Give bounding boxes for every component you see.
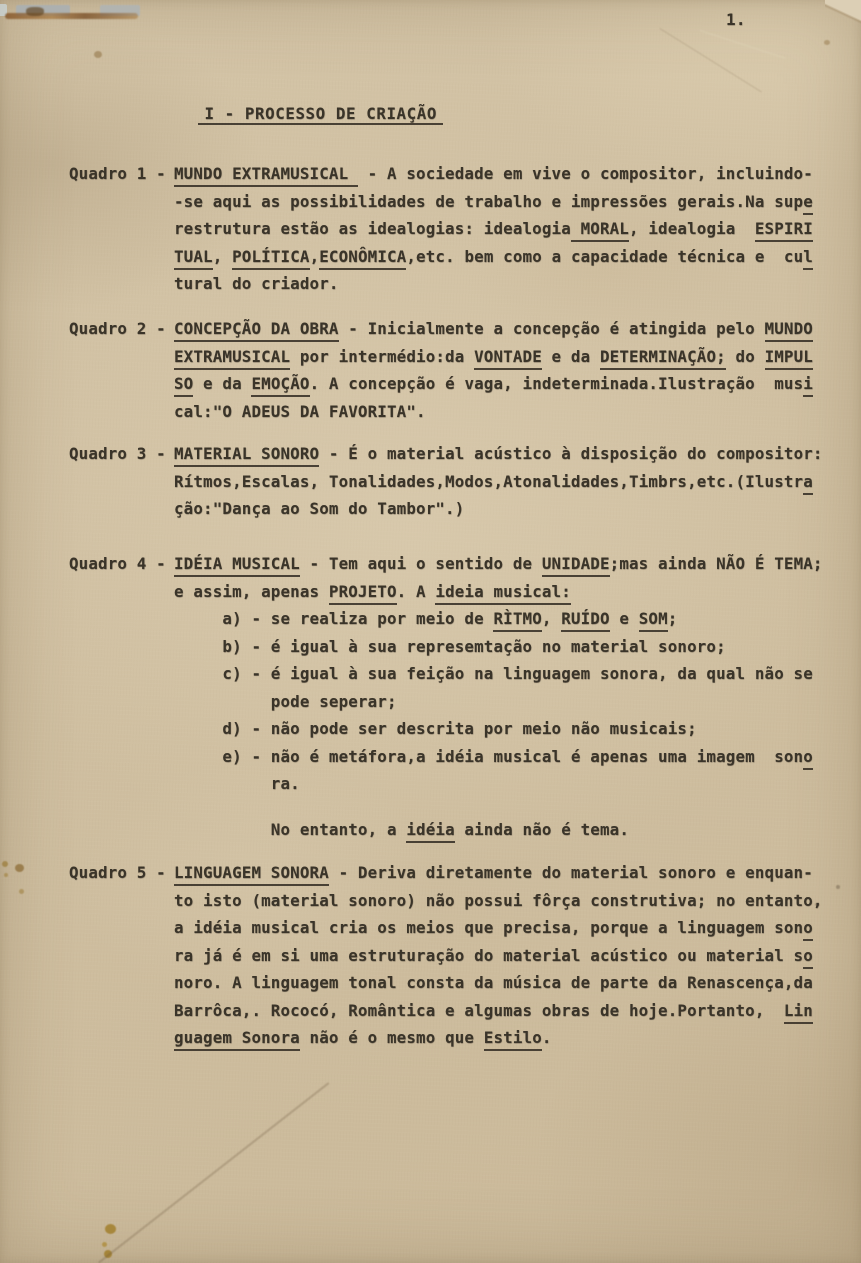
text-run: e) - não é metáfora,a idéia musical é apenas uma imagem son <box>174 746 804 766</box>
text-line <box>174 550 853 578</box>
text-run: - A sociedade em vive o compositor, incluindo- <box>357 164 813 183</box>
text-run: e da <box>193 374 252 393</box>
quadro-body <box>174 859 853 1052</box>
underlined-text: MUNDO <box>765 319 813 342</box>
text-run: - É o material acústico à disposição do compositor: <box>319 444 823 463</box>
underlined-text: ideia musical: <box>435 582 571 605</box>
underlined-text: o <box>803 918 813 941</box>
underlined-text: MATERIAL SONORO <box>174 444 319 467</box>
underlined-text: TUAL <box>174 247 213 270</box>
text-run: ;mas ainda NÃO É TEMA; <box>609 554 823 573</box>
text-run: ainda não é tema. <box>454 819 629 839</box>
underlined-text: UNIDADE <box>542 554 610 577</box>
quadro-label: Quadro 5 - <box>69 863 166 882</box>
text-line <box>174 495 853 523</box>
text-run: , <box>309 246 320 266</box>
text-line <box>174 468 853 496</box>
quadro-body <box>174 315 853 425</box>
text-run: a idéia musical cria os meios que precisa, porque a linguagem son <box>174 918 804 937</box>
underlined-text: EMOÇÃO <box>251 374 309 397</box>
text-line <box>174 743 853 771</box>
text-line <box>174 1024 853 1052</box>
underlined-text: e <box>803 192 813 215</box>
text-line <box>174 440 853 468</box>
underlined-text: guagem Sonora <box>174 1028 300 1051</box>
text-run: pode seperar; <box>174 691 397 711</box>
text-run: a) - se realiza por meio de <box>174 609 494 628</box>
text-line <box>174 370 853 398</box>
underlined-text: MORAL <box>571 219 629 242</box>
text-run: não é o mesmo que <box>299 1028 484 1047</box>
text-line <box>174 770 853 798</box>
underlined-text: Lin <box>784 1001 813 1024</box>
underlined-text: Estilo <box>484 1028 542 1051</box>
underlined-text: MUNDO EXTRAMUSICAL <box>174 164 358 187</box>
text-run: , <box>212 246 233 266</box>
text-run: cal:"O ADEUS DA FAVORITA". <box>174 401 426 421</box>
text-run: . A <box>396 581 436 601</box>
underlined-text: IDÉIA MUSICAL <box>174 554 300 577</box>
text-run: ção:"Dança ao Som do Tambor".) <box>174 499 465 518</box>
underlined-text: SO <box>174 374 193 397</box>
text-run: ra já é em si uma estruturação do material acústico ou material s <box>174 945 804 965</box>
text-run: b) - é igual à sua represemtação no material sonoro; <box>174 636 726 656</box>
underlined-text: a <box>803 472 813 495</box>
underlined-text: IMPUL <box>765 347 813 370</box>
text-line <box>174 343 853 371</box>
quadro-1 <box>0 160 861 298</box>
quadro-label: Quadro 3 - <box>69 444 166 463</box>
text-line <box>174 816 853 844</box>
underlined-text: EXTRAMUSICAL <box>174 347 290 370</box>
underlined-text: o <box>803 747 813 770</box>
text-line <box>174 215 853 243</box>
text-run: -se aqui as possibilidades de trabalho e impressões gerais.Na sup <box>174 191 804 211</box>
text-run: c) - é igual à sua feição na linguagem sonora, da qual não se <box>174 664 813 683</box>
text-line <box>174 715 853 743</box>
text-line <box>174 969 853 997</box>
text-line <box>174 398 853 426</box>
text-line <box>174 605 853 633</box>
underlined-text: LINGUAGEM SONORA <box>174 863 329 886</box>
text-line <box>174 633 853 661</box>
text-run: noro. A linguagem tonal consta da música de parte da Renascença,da <box>174 973 813 992</box>
text-line <box>174 315 853 343</box>
underlined-text: DETERMINAÇÃO; <box>600 347 726 370</box>
text-run: do <box>725 346 765 366</box>
text-run: restrutura estão as idealogias: idealogia <box>174 219 571 238</box>
underlined-text: o <box>803 946 813 969</box>
text-run: - Tem aqui o sentido de <box>299 554 542 573</box>
text-run: to isto (material sonoro) não possui fôrça construtiva; no entanto, <box>174 890 823 910</box>
underlined-text: ECONÔMICA <box>319 247 406 270</box>
page-title-text: I - PROCESSO DE CRIAÇÃO <box>198 104 443 125</box>
text-line <box>174 942 853 970</box>
text-run: ra. <box>174 774 300 793</box>
text-line <box>174 160 853 188</box>
underlined-text: l <box>803 247 813 270</box>
underlined-text: RUÍDO <box>561 609 609 632</box>
quadro-body <box>174 160 853 298</box>
text-run: . <box>541 1028 552 1047</box>
text-line <box>174 270 853 298</box>
text-run: - Deriva diretamente do material sonoro e enquan- <box>328 863 813 882</box>
text-line <box>174 660 853 688</box>
text-run: Rítmos,Escalas, Tonalidades,Modos,Atonalidades,Timbrs,etc.(Ilustr <box>174 471 804 491</box>
underlined-text: CONCEPÇÃO DA OBRA <box>174 319 339 342</box>
text-line <box>174 887 853 915</box>
quadro-body <box>174 550 853 843</box>
text-run: e <box>609 609 639 628</box>
text-line <box>174 859 853 887</box>
text-run: , <box>541 609 562 628</box>
quadro-3 <box>0 440 861 523</box>
underlined-text: RÌTMO <box>493 609 541 632</box>
text-run: e assim, apenas <box>174 581 329 601</box>
underlined-text: i <box>803 374 813 397</box>
underlined-text: PROJETO <box>329 582 397 605</box>
text-line <box>174 997 853 1025</box>
text-run: . A concepção é vaga, indeterminada.Ilustração mus <box>309 374 804 393</box>
text-run: e da <box>541 346 600 366</box>
underlined-text: VONTADE <box>474 347 542 370</box>
quadro-label: Quadro 4 - <box>69 554 166 573</box>
underlined-text: ESPIRI <box>755 219 813 242</box>
text-run: ,etc. bem como a capacidade técnica e cu <box>406 246 804 266</box>
underlined-text: POLÍTICA <box>232 247 309 270</box>
text-line <box>174 914 853 942</box>
text-run: Barrôca,. Rococó, Romântica e algumas obras de hoje.Portanto, <box>174 1000 784 1020</box>
text-run: - Inicialmente a concepção é atingida pelo <box>338 319 765 338</box>
page-number: 1. <box>726 10 746 29</box>
quadro-2 <box>0 315 861 425</box>
text-run: d) - não pode ser descrita por meio não musicais; <box>174 719 697 738</box>
text-run: por intermédio:da <box>290 346 475 366</box>
blank-line <box>174 798 853 816</box>
text-run: tural do criador. <box>174 274 339 293</box>
underlined-text: idéia <box>406 820 454 843</box>
quadro-5 <box>0 859 861 1052</box>
quadro-label: Quadro 1 - <box>69 164 166 183</box>
text-line <box>174 578 853 606</box>
text-line <box>174 243 853 271</box>
text-run: ; <box>667 609 678 628</box>
text-run: , idealogia <box>629 219 755 238</box>
underlined-text: SOM <box>639 609 668 632</box>
quadro-body <box>174 440 853 523</box>
quadro-4 <box>0 550 861 843</box>
text-line <box>174 688 853 716</box>
text-line <box>174 188 853 216</box>
quadro-label: Quadro 2 - <box>69 319 166 338</box>
text-run: No entanto, a <box>174 819 407 839</box>
